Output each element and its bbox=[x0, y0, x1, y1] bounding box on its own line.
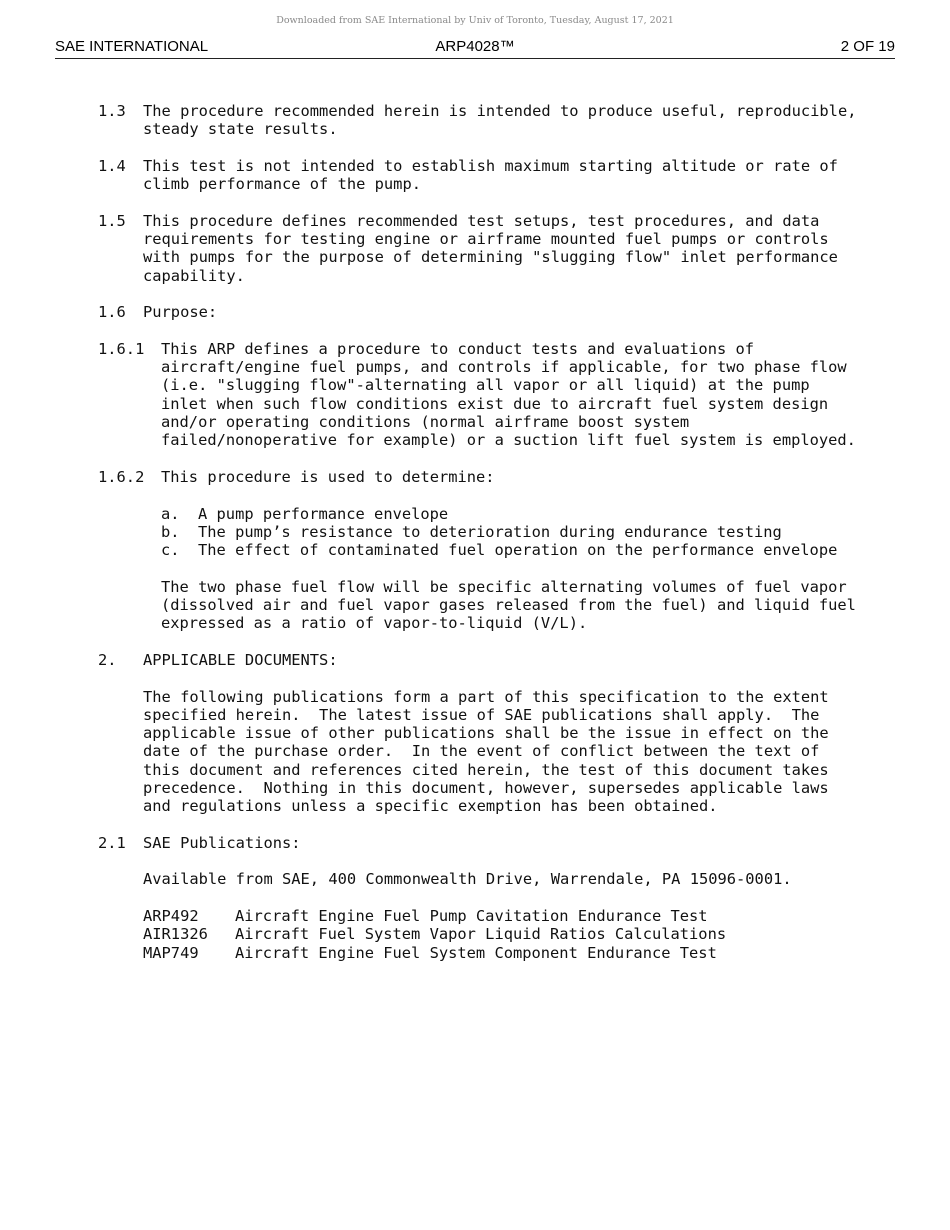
list-item-text: The pump’s resistance to deterioration during endurance testing bbox=[198, 522, 782, 541]
reference-list bbox=[98, 907, 898, 962]
page-header bbox=[55, 38, 895, 59]
reference-row bbox=[143, 944, 898, 962]
list-item-label: a. bbox=[161, 504, 180, 523]
section-number: 1.4 bbox=[98, 156, 126, 175]
list-item-text: The effect of contaminated fuel operation on the performance envelope bbox=[198, 541, 838, 560]
section-text: The procedure recommended herein is intended to produce useful, reproducible, steady state results. bbox=[143, 102, 857, 139]
reference-code: ARP492 bbox=[143, 907, 199, 926]
reference-code: MAP749 bbox=[143, 943, 199, 962]
section-1-6-2 bbox=[98, 468, 898, 486]
reference-row bbox=[143, 907, 898, 925]
document-body bbox=[98, 102, 898, 962]
section-text: This test is not intended to establish maximum starting altitude or rate of climb performance of the pump. bbox=[143, 156, 838, 194]
section-1-4 bbox=[98, 157, 898, 194]
section-1-5 bbox=[98, 212, 898, 285]
list-item bbox=[161, 523, 898, 541]
determination-list bbox=[98, 505, 898, 560]
reference-title: Aircraft Engine Fuel Pump Cavitation Endurance Test bbox=[235, 907, 708, 926]
section-number: 2. bbox=[98, 650, 117, 669]
list-item bbox=[161, 505, 898, 523]
download-watermark: Downloaded from SAE International by Univ of Toronto, Tuesday, August 17, 2021 bbox=[276, 15, 674, 26]
header-publisher: SAE INTERNATIONAL bbox=[55, 38, 209, 55]
availability-note: Available from SAE, 400 Commonwealth Drive, Warrendale, PA 15096-0001. bbox=[143, 870, 792, 889]
section-number: 1.6.1 bbox=[98, 339, 145, 358]
list-item-label: c. bbox=[161, 541, 180, 560]
reference-title: Aircraft Fuel System Vapor Liquid Ratios Calculations bbox=[235, 925, 727, 944]
section-1-3 bbox=[98, 102, 898, 139]
list-item-label: b. bbox=[161, 522, 180, 541]
section-2-1 bbox=[98, 834, 898, 852]
two-phase-note: The two phase fuel flow will be specific alternating volumes of fuel vapor (dissolved air and fuel vapor gases released from the fuel) and liquid fuel expressed as a ratio of vapor-to-liquid (V/L). bbox=[161, 577, 856, 633]
section-1-6 bbox=[98, 303, 898, 321]
section-heading: SAE Publications: bbox=[143, 833, 301, 852]
section-number: 1.5 bbox=[98, 211, 126, 230]
section-heading: APPLICABLE DOCUMENTS: bbox=[143, 650, 338, 669]
reference-code: AIR1326 bbox=[143, 925, 208, 944]
header-document-id: ARP4028™ bbox=[435, 38, 515, 55]
header-page-number: 2 OF 19 bbox=[840, 38, 895, 55]
section-heading: Purpose: bbox=[143, 303, 218, 322]
section-text: This procedure is used to determine: bbox=[161, 467, 495, 486]
reference-title: Aircraft Engine Fuel System Component Endurance Test bbox=[235, 943, 717, 962]
section-number: 1.3 bbox=[98, 102, 126, 120]
section-text: This procedure defines recommended test setups, test procedures, and data requirements for testing engine or airframe mounted fuel pumps or controls with pumps for the purpose of determining "slugging flow" inlet performance capability. bbox=[143, 211, 838, 285]
section-number: 1.6 bbox=[98, 303, 126, 322]
list-item-text: A pump performance envelope bbox=[198, 504, 449, 523]
reference-row bbox=[143, 925, 898, 943]
section-number: 1.6.2 bbox=[98, 467, 145, 486]
section-number: 2.1 bbox=[98, 833, 126, 852]
section-text: This ARP defines a procedure to conduct tests and evaluations of aircraft/engine fuel pumps, and controls if applicable, for two phase flow (i.e. "slugging flow"-alternating all vapor or all liquid) at the pump inlet when such flow conditions exist due to aircraft fuel system design and/or operating conditions (normal airframe boost system failed/nonoperative for example) or a suction lift fuel system is employed. bbox=[161, 339, 856, 450]
section-1-6-1 bbox=[98, 340, 898, 450]
list-item bbox=[161, 541, 898, 559]
section-2 bbox=[98, 651, 898, 669]
applicable-documents-paragraph: The following publications form a part of this specification to the extent specified herein. The latest issue of SAE publications shall apply. The applicable issue of other publications shall be the issue in effect on the date of the purchase order. In the event of conflict between the text of this document and references cited herein, the test of this document takes precedence. Nothing in this document, however, supersedes applicable laws and regulations unless a specific exemption has been obtained. bbox=[143, 687, 829, 816]
